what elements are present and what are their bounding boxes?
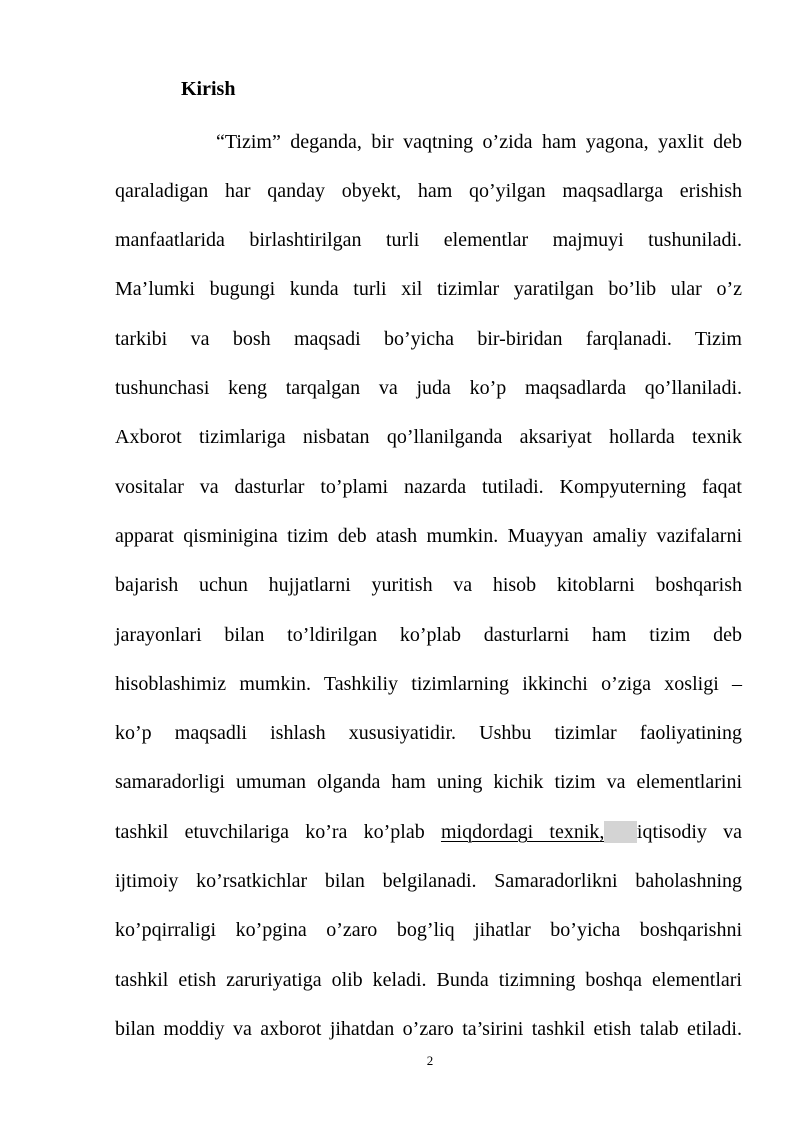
section-heading: Kirish [181,78,236,100]
paragraph-line: manfaatlarida birlashtirilgan turli elementlar majmuyi tushuniladi. [115,229,742,252]
page-number: 2 [426,1053,434,1068]
paragraph-line: jarayonlari bilan to’ldirilgan ko’plab dasturlarni ham tizim deb [115,623,742,646]
paragraph-line: Axborot tizimlariga nisbatan qo’llanilganda aksariyat hollarda texnik [115,426,742,449]
shaded-field-marker [604,821,636,843]
paragraph-line: apparat qisminigina tizim deb atash mumkin. Muayyan amaliy vazifalarni [115,524,742,547]
line-text-after: iqtisodiy va [636,820,743,843]
paragraph-line: Ma’lumki bugungi kunda turli xil tizimlar yaratilgan bo’lib ular o’z [115,278,742,301]
paragraph-line: bajarish uchun hujjatlarni yuritish va hisob kitoblarni boshqarish [115,574,742,597]
underlined-text[interactable]: miqdordagi texnik [440,820,600,843]
line-text-before: tashkil etuvchilariga ko’ra ko’plab [115,820,441,843]
body-paragraph [115,118,742,1055]
paragraph-line-with-link [115,808,742,857]
paragraph-line: bilan moddiy va axborot jihatdan o’zaro ta’sirini tashkil etish talab etiladi. [115,1017,742,1040]
paragraph-line: tashkil etish zaruriyatiga olib keladi. Bunda tizimning boshqa elementlari [115,968,742,991]
paragraph-line: “Tizim” deganda, bir vaqtning o’zida ham yagona, yaxlit deb [216,130,742,153]
paragraph-line: hisoblashimiz mumkin. Tashkiliy tizimlarning ikkinchi o’ziga xosligi – [115,672,742,695]
paragraph-line: qaraladigan har qanday obyekt, ham qo’yilgan maqsadlarga erishish [115,179,742,202]
paragraph-line: ko’p maqsadli ishlash xususiyatidir. Ushbu tizimlar faoliyatining [115,722,742,745]
paragraph-line: ijtimoiy ko’rsatkichlar bilan belgilanadi. Samaradorlikni baholashning [115,870,742,893]
paragraph-line: vositalar va dasturlar to’plami nazarda tutiladi. Kompyuterning faqat [115,475,742,498]
underlined-comma: , [599,820,605,843]
paragraph-line: tushunchasi keng tarqalgan va juda ko’p maqsadlarda qo’llaniladi. [115,377,742,400]
paragraph-line: samaradorligi umuman olganda ham uning kichik tizim va elementlarini [115,771,742,794]
paragraph-line: tarkibi va bosh maqsadi bo’yicha bir-biridan farqlanadi. Tizim [115,327,742,350]
paragraph-line: ko’pqirraligi ko’pgina o’zaro bog’liq jihatlar bo’yicha boshqarishni [115,919,742,942]
